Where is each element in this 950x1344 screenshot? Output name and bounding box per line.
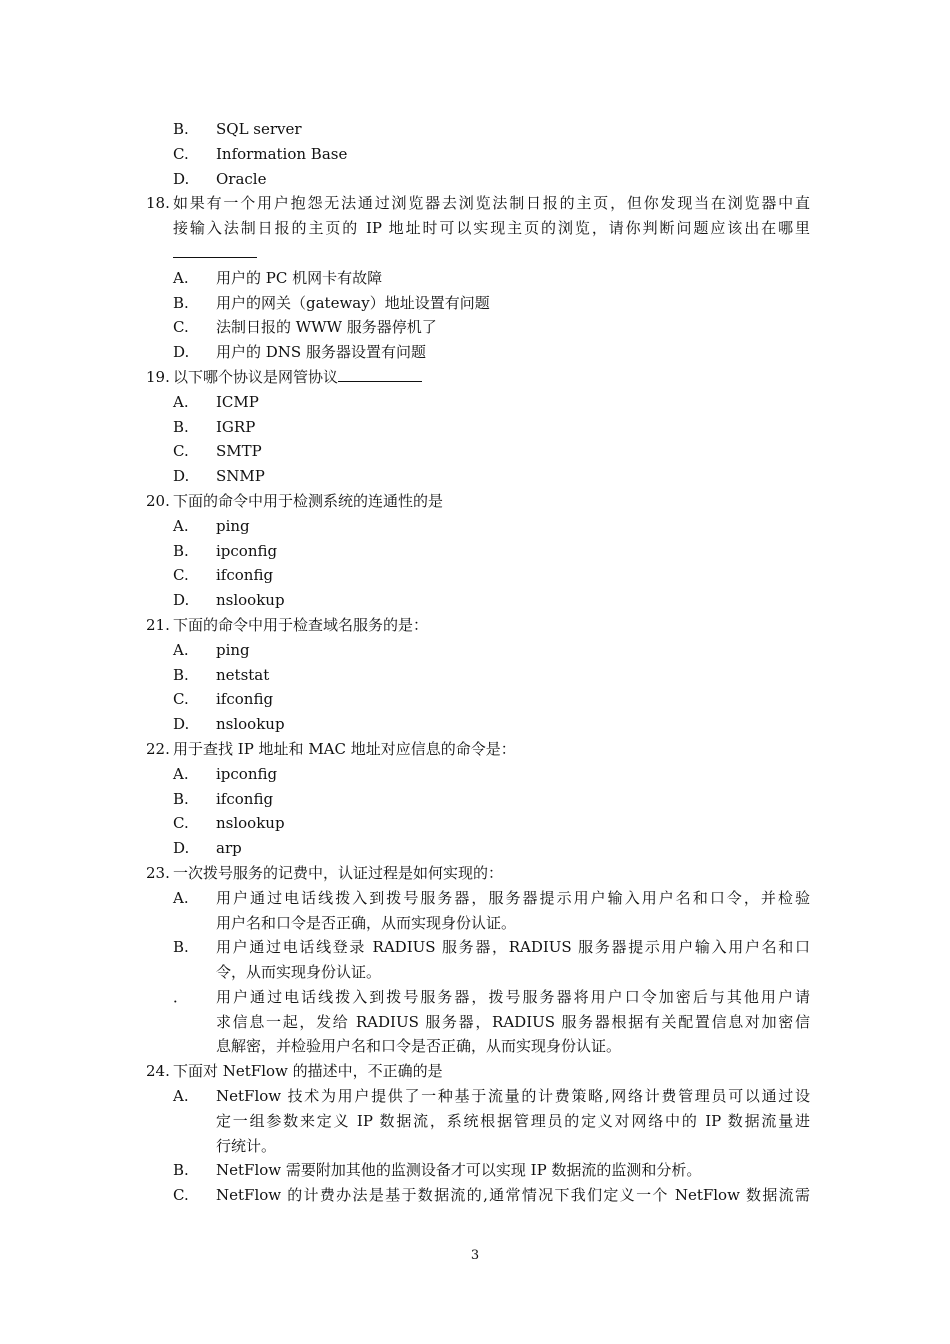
question-list (146, 117, 810, 1208)
option-text: ipconfig (216, 764, 278, 783)
option-letter: A. (173, 764, 189, 783)
question-text: 用于查找 IP 地址和 MAC 地址对应信息的命令是： (173, 739, 516, 758)
answer-blank (173, 242, 257, 258)
option-letter: B. (173, 1161, 189, 1180)
option-text: 用户的 DNS 服务器设置有问题 (216, 343, 426, 362)
answer-option (146, 1084, 810, 1109)
option-letter: D. (173, 343, 190, 362)
option-letter: C. (173, 442, 189, 461)
option-letter: A. (173, 1087, 189, 1106)
answer-option (146, 1158, 810, 1183)
option-letter: A. (173, 640, 189, 659)
option-letter: B. (173, 541, 189, 560)
question-number: 22. (146, 739, 170, 758)
answer-option (146, 340, 810, 365)
question-text: 如果有一个用户抱怨无法通过浏览器去浏览法制日报的主页，但你发现当在浏览器中直 (173, 194, 810, 213)
answer-option (146, 687, 810, 712)
option-letter: C. (173, 1186, 189, 1205)
option-letter: A. (173, 392, 189, 411)
continued-text: 求信息一起，发给 RADIUS 服务器，RADIUS 服务器根据有关配置信息对加密信 (216, 1012, 810, 1031)
option-text: 法制日报的 WWW 服务器停机了 (216, 318, 437, 337)
option-text: SNMP (216, 467, 265, 486)
option-letter: D. (173, 839, 190, 858)
answer-option (146, 266, 810, 291)
question-number: 19. (146, 367, 170, 386)
question-number: 20. (146, 491, 170, 510)
answer-option (146, 836, 810, 861)
option-letter: B. (173, 665, 189, 684)
option-letter: D. (173, 169, 190, 188)
question-stem (146, 191, 810, 216)
option-text: Oracle (216, 169, 267, 188)
option-text: SQL server (216, 120, 302, 138)
answer-option (146, 291, 810, 316)
answer-option (146, 787, 810, 812)
question-stem (146, 613, 810, 638)
question-number: 21. (146, 615, 170, 634)
option-text-continued (146, 1109, 810, 1134)
option-text: netstat (216, 665, 270, 684)
answer-option (146, 563, 810, 588)
option-text: SMTP (216, 442, 262, 461)
continued-text: 接输入法制日报的主页的 IP 地址时可以实现主页的浏览，请你判断问题应该出在哪里 (173, 219, 810, 238)
option-text-continued (146, 1010, 810, 1035)
question-text: 一次拨号服务的记费中，认证过程是如何实现的： (173, 863, 504, 882)
option-text: ping (216, 516, 250, 535)
answer-option (146, 1183, 810, 1208)
option-letter: ． (173, 987, 189, 1006)
option-text: ifconfig (216, 789, 274, 808)
option-letter: A. (173, 888, 189, 907)
question-text: 以下哪个协议是网管协议 (173, 367, 339, 386)
question-text: 下面的命令中用于检测系统的连通性的是 (173, 491, 444, 510)
option-text-continued (146, 960, 810, 985)
continued-text: 定一组参数来定义 IP 数据流，系统根据管理员的定义对网络中的 IP 数据流量进 (216, 1111, 810, 1130)
option-text: 用户的 PC 机网卡有故障 (216, 268, 383, 287)
option-letter: B. (173, 293, 189, 312)
option-text: NetFlow 需要附加其他的监测设备才可以实现 IP 数据流的监测和分析。 (216, 1161, 702, 1180)
question-stem (146, 737, 810, 762)
option-text-continued (146, 1034, 810, 1059)
option-letter: B. (173, 417, 189, 436)
option-text: nslookup (216, 814, 285, 833)
question-stem (146, 365, 810, 390)
question-text: 下面对 NetFlow 的描述中，不正确的是 (173, 1062, 443, 1081)
option-text: arp (216, 839, 242, 858)
option-letter: D. (173, 467, 190, 486)
question-number: 23. (146, 863, 170, 882)
answer-option (146, 663, 810, 688)
option-text: nslookup (216, 715, 285, 734)
option-letter: A. (173, 268, 189, 287)
continued-text: 行统计。 (216, 1136, 277, 1155)
page-number: 3 (470, 1248, 480, 1263)
option-text: IGRP (216, 417, 256, 436)
option-letter: C. (173, 144, 189, 163)
option-letter: D. (173, 591, 190, 610)
option-text: ICMP (216, 392, 259, 411)
answer-option (146, 464, 810, 489)
answer-option (146, 588, 810, 613)
option-letter: B. (173, 120, 189, 138)
question-number: 24. (146, 1062, 170, 1081)
option-text-continued (146, 1134, 810, 1159)
answer-option (146, 142, 810, 167)
continued-text: 用户名和口令是否正确，从而实现身份认证。 (216, 913, 517, 932)
option-text: 用户的网关（gateway）地址设置有问题 (216, 293, 490, 312)
continued-text: 令，从而实现身份认证。 (216, 963, 382, 982)
option-letter: C. (173, 566, 189, 585)
option-letter: A. (173, 516, 189, 535)
answer-blank (338, 366, 422, 382)
answer-option (146, 514, 810, 539)
option-letter: C. (173, 690, 189, 709)
question-stem (146, 1059, 810, 1084)
option-letter: D. (173, 715, 190, 734)
option-text: NetFlow 的计费办法是基于数据流的,通常情况下我们定义一个 NetFlow 数据流需 (216, 1186, 810, 1205)
answer-blank-line (146, 241, 810, 266)
question-number: 18. (146, 194, 170, 213)
answer-option (146, 117, 810, 142)
option-letter: B. (173, 938, 189, 957)
option-text: 用户通过电话线登录 RADIUS 服务器，RADIUS 服务器提示用户输入用户名和口 (216, 938, 810, 957)
option-text: ipconfig (216, 541, 278, 560)
answer-option (146, 811, 810, 836)
answer-option (146, 712, 810, 737)
answer-option (146, 390, 810, 415)
option-text: ifconfig (216, 566, 274, 585)
answer-option (146, 935, 810, 960)
option-text-continued (146, 911, 810, 936)
option-text: ifconfig (216, 690, 274, 709)
option-text: NetFlow 技术为用户提供了一种基于流量的计费策略,网络计费管理员可以通过设 (216, 1087, 810, 1106)
answer-option (146, 886, 810, 911)
option-text: 用户通过电话线拨入到拨号服务器，服务器提示用户输入用户名和口令，并检验 (216, 888, 810, 907)
answer-option (146, 439, 810, 464)
question-stem (146, 861, 810, 886)
answer-option (146, 167, 810, 192)
option-text: ping (216, 640, 250, 659)
option-letter: C. (173, 814, 189, 833)
question-text-continued (146, 216, 810, 241)
continued-text: 息解密，并检验用户名和口令是否正确，从而实现身份认证。 (216, 1037, 622, 1056)
answer-option (146, 762, 810, 787)
answer-option (146, 638, 810, 663)
question-stem (146, 489, 810, 514)
option-letter: C. (173, 318, 189, 337)
answer-option (146, 985, 810, 1010)
option-text: nslookup (216, 591, 285, 610)
answer-option (146, 415, 810, 440)
answer-option (146, 539, 810, 564)
option-letter: B. (173, 789, 189, 808)
option-text: 用户通过电话线拨入到拨号服务器，拨号服务器将用户口令加密后与其他用户请 (216, 987, 810, 1006)
answer-option (146, 315, 810, 340)
option-text: Information Base (216, 144, 348, 163)
question-text: 下面的命令中用于检查域名服务的是： (173, 615, 429, 634)
